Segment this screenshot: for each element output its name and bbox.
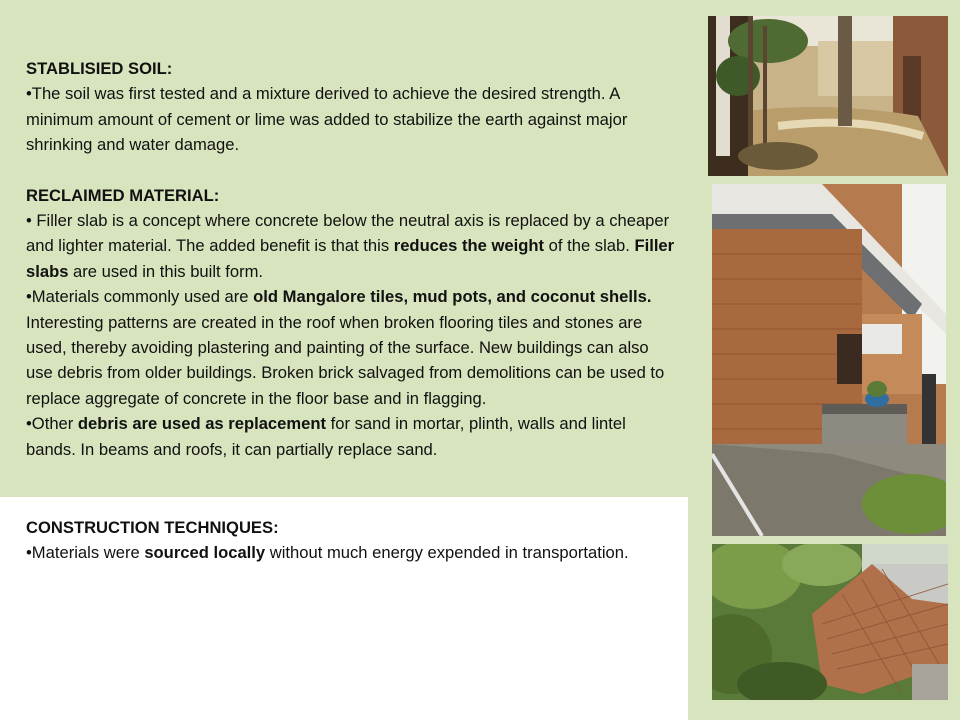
tiled-roof-photo [712,544,948,700]
courtyard-photo [708,16,948,176]
bullet-filler-slab [26,208,676,284]
text-span: •Other [26,414,78,434]
text-span: are used in this built form. [68,261,264,281]
text-span: without much energy expended in transportation. [265,543,629,563]
construction-techniques-text [26,515,676,566]
bold-span: debris are used as replacement [77,414,327,434]
courtyard-illustration [708,16,948,176]
text-span: Interesting patterns are created in the roof when broken flooring tiles and stones are used, thereby avoiding plastering and painting of the surface. New buildings can also use debris from older buildings. Broken brick salvaged from demolitions can be used to replace aggregate of concrete in the floor base and in flagging. [26,312,665,408]
bold-span: sourced locally [144,543,266,563]
text-span: •Materials commonly used are [26,287,254,307]
bold-span: old Mangalore tiles, mud pots, and coconut shells. [253,287,652,307]
house-illustration [712,184,946,536]
text-span: •Materials were [26,543,145,563]
text-span: of the slab. [544,236,635,256]
bold-span: Filler slabs [26,236,675,281]
brick-house-photo [712,184,946,536]
heading-construction-techniques: CONSTRUCTION TECHNIQUES: [26,518,279,537]
bold-span: reduces the weight [393,236,545,256]
bullet-materials [26,284,676,411]
text-span: • Filler slab is a concept where concrete below the neutral axis is replaced by a cheaper and lighter material. The added benefit is that this [26,211,670,256]
bullet-debris [26,411,676,462]
content-text [26,56,676,462]
roof-illustration [712,544,948,700]
text-span: for sand in mortar, plinth, walls and lintel bands. In beams and roofs, it can partially replace sand. [26,414,626,459]
bullet-soil: •The soil was first tested and a mixture derived to achieve the desired strength. A minimum amount of cement or lime was added to stabilize the earth against major shrinking and water damage. [26,84,628,155]
heading-reclaimed-material: RECLAIMED MATERIAL: [26,185,220,205]
bullet-sourced-locally [26,540,676,565]
heading-stabilised-soil: STABLISIED SOIL: [26,59,173,78]
spacer [26,158,676,183]
